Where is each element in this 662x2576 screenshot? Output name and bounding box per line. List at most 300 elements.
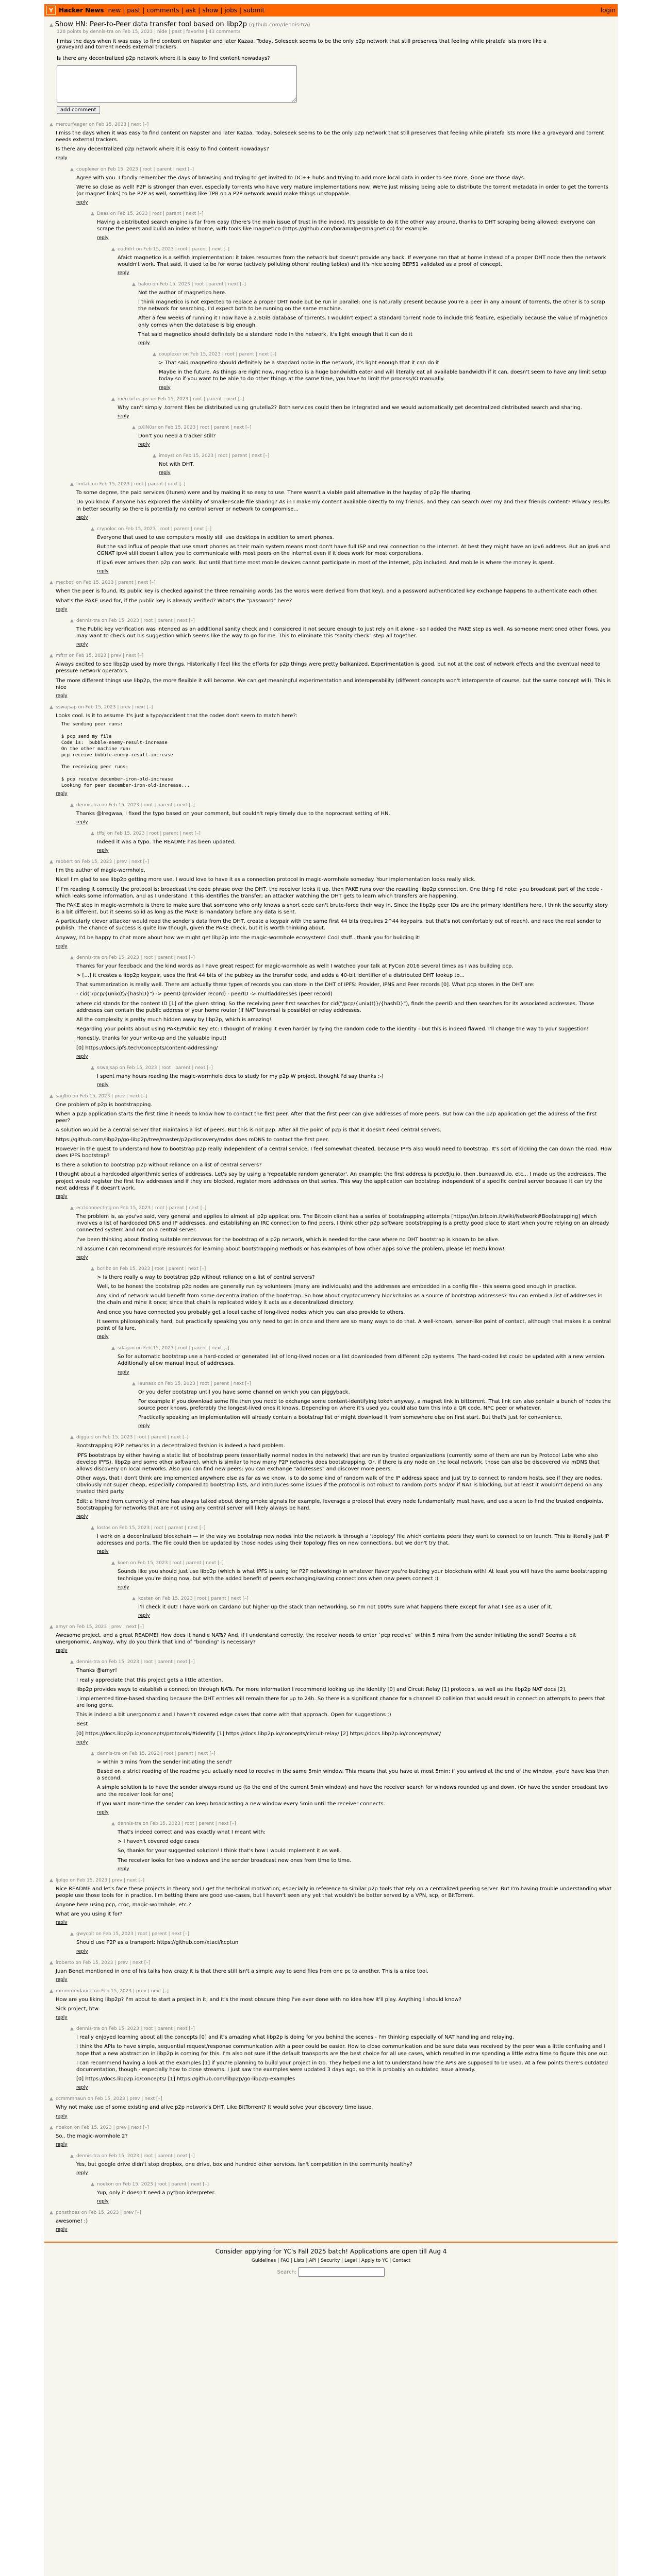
comment-paragraph: IPFS bootstraps by either having a static list of bootstrap peers (essentially normal nodes in the network) that are run by trusted organizations (currently some of them are run by Protocol Labs who also develop IPFS), libp2p and some other software), which is similar to how many P2P networks does bootstrapping. Or, if there is any node on the local network, those can also be discovered via mDNS that allows discovery on local networks. Also you can find new peers: you can exchange "addresses" and discover more peers. [76,1452,600,1472]
comment-nav-links[interactable]: | root | parent | next [–] [146,831,201,836]
comment-age[interactable]: on Feb 15, 2023 [89,122,127,127]
comment-user[interactable]: pXIN0sr [138,425,157,430]
comment-body [138,1381,613,1429]
comment-age[interactable]: on Feb 15, 2023 [78,704,116,710]
story-title[interactable]: Show HN: Peer-to-Peer data transfer tool based on libp2p [55,21,247,28]
reply-link[interactable]: reply [56,2142,68,2147]
nav-show[interactable]: show [202,7,219,14]
reply-link[interactable]: reply [76,819,88,825]
comment [153,453,613,476]
comment-nav-links[interactable]: | prev [–] [120,2210,141,2216]
comment-age[interactable]: on Feb 15, 2023 [151,396,189,402]
comment-text [76,2034,613,2082]
footer-links[interactable]: Guidelines | FAQ | Lists | API | Security | Legal | Apply to YC | Contact [251,2258,411,2264]
reply-link[interactable]: reply [118,1369,129,1375]
comment-user[interactable]: eccloonnecting [76,1205,112,1211]
reply-link[interactable]: reply [118,1866,129,1872]
comment-body [138,425,613,447]
reply-link[interactable]: reply [97,848,109,854]
nav-comments[interactable]: comments [146,7,179,14]
comment-paragraph: Regarding your points about using PAKE/Public Key etc: I thought of making it even harder by tying the random code to the identity - but this is indeed flawed. I'll change the way to your suggestion! [76,1026,589,1032]
comment-user[interactable]: iroberto [56,1960,74,1965]
comment [70,1206,613,1260]
upvote-icon[interactable]: ▲ [91,2181,94,2187]
nav-new[interactable]: new [108,7,121,14]
comment-paragraph: So.. the magic-wormhole 2? [56,2133,128,2139]
y-logo[interactable]: Y [46,6,56,15]
reply-link[interactable]: reply [76,1948,88,1954]
comment-age[interactable]: on Feb 15, 2023 [92,482,130,487]
comment-nav-links[interactable]: | root | parent | next [–] [196,1381,251,1386]
comment-user[interactable]: noekon [97,2181,114,2187]
comment-nav-links[interactable]: | root | parent | next [–] [215,453,270,459]
comment-text [97,534,613,567]
nav-submit[interactable]: submit [243,7,265,14]
comment-nav-links[interactable]: | parent | next [–] [115,580,156,586]
upvote-icon[interactable]: ▲ [70,166,74,172]
comment-age[interactable]: on Feb 15, 2023 [81,2210,119,2216]
comment-user[interactable]: mercurfeeger [56,122,88,127]
upvote-icon[interactable]: ▲ [153,352,156,357]
comment-nav-links[interactable]: | prev | next [–] [113,2125,149,2130]
comment-age[interactable]: on Feb 15, 2023 [119,1065,157,1071]
comment-text [56,1886,613,1918]
reply-link[interactable]: reply [138,341,150,346]
comment-body [138,282,613,346]
comment-nav-links[interactable]: | prev | next [–] [126,2096,162,2102]
reply-link[interactable]: reply [56,693,68,699]
comment-nav-links[interactable]: | root | parent | next [–] [181,1821,236,1826]
nav-past[interactable]: past [127,7,141,14]
site-name[interactable]: Hacker News [59,7,104,14]
reply-link[interactable]: reply [138,1613,150,1618]
upvote-icon[interactable]: ▲ [70,2026,74,2032]
upvote-icon[interactable]: ▲ [70,1205,74,1211]
upvote-icon[interactable]: ▲ [49,2096,53,2102]
comment-paragraph: One problem of p2p is bootstrapping. [56,1101,153,1108]
comment-nav-links[interactable]: | root | parent | next [–] [149,211,204,217]
comment-head [97,2182,613,2187]
comment-nav-links[interactable]: | root | parent | next [–] [140,955,195,960]
comment-age[interactable]: on Feb 15, 2023 [115,2181,153,2187]
comment-head [56,1624,613,1630]
comment [132,1381,613,1429]
upvote-icon[interactable]: ▲ [91,1065,94,1071]
comment-paragraph: That said magnetico should definitely be a standard node in the network, it's light enough that it can do it [138,331,413,337]
comment-text [118,255,613,268]
add-comment-button[interactable]: add comment [57,106,100,114]
reply-link[interactable]: reply [159,385,171,391]
upvote-icon[interactable]: ▲ [111,1346,115,1351]
comment-user[interactable]: dennis-tra [97,1751,121,1756]
comment-text [56,1632,613,1646]
comment-text [76,810,613,817]
comment-nav-links[interactable]: | root | parent | next [–] [161,1751,216,1756]
reply-link[interactable]: reply [76,1255,88,1260]
yc-banner[interactable]: Consider applying for YC's Fall 2025 batch! Applications are open till Aug 4 [215,2248,447,2256]
comment-nav-links[interactable]: | root | parent | next [–] [169,1561,224,1566]
comment-age[interactable]: on Feb 15, 2023 [110,211,148,217]
comment-nav-links[interactable]: | next [–] [128,122,149,127]
login-link[interactable]: login [600,7,616,14]
reply-link[interactable]: reply [76,515,88,520]
comment-nav-links[interactable]: | root | parent | next [–] [191,281,246,287]
comment-age[interactable]: on Feb 15, 2023 [72,1093,110,1099]
comment-nav-links[interactable]: | root | parent | next [–] [175,246,230,252]
comment-user[interactable]: noekon [56,2125,73,2130]
reply-link[interactable]: reply [159,470,171,476]
comment-user[interactable]: mercurfeeger [118,396,150,402]
reply-link[interactable]: reply [97,569,109,574]
comment-age[interactable]: on Feb 15, 2023 [101,802,139,808]
reply-link[interactable]: reply [56,1194,68,1199]
comment-age[interactable]: on Feb 15, 2023 [100,166,138,172]
comment-age[interactable]: on Feb 15, 2023 [136,1346,174,1351]
reply-link[interactable]: reply [56,791,68,796]
upvote-icon[interactable]: ▲ [153,453,156,459]
upvote-icon[interactable]: ▲ [70,1659,74,1665]
comment-user[interactable]: dennis-tra [76,955,100,960]
upvote-icon[interactable]: ▲ [49,653,53,659]
comment-user[interactable]: mecbotl [56,580,75,586]
comment-paragraph: I've been thinking about finding suitable rendezvous for the bootstrap of a p2p network, which is needed for the case where no DHT bootstrap is known to be alive. [76,1236,500,1243]
reply-link[interactable]: reply [56,1648,68,1654]
comment-nav-links[interactable]: | root | parent | next [–] [152,1205,207,1211]
comment-user[interactable]: ponsthoes [56,2210,80,2216]
comment-age[interactable]: on Feb 15, 2023 [76,580,114,586]
comment-user[interactable]: dennis-tra [118,1821,141,1826]
comment-user[interactable]: couplexer [159,352,182,357]
comment-nav-links[interactable]: | root | parent | next [–] [140,2026,195,2032]
reply-link[interactable]: reply [76,1514,88,1519]
comment-age[interactable]: on Feb 15, 2023 [113,1205,151,1211]
reply-link[interactable]: reply [56,943,68,949]
comment-user[interactable]: dennis-tra [76,2153,100,2159]
top-bar [44,4,618,16]
comment-user[interactable]: sdaguo [118,1346,135,1351]
comment [91,2182,613,2204]
upvote-icon[interactable]: ▲ [91,1526,94,1531]
comment-nav-links[interactable]: | root | parent | next [–] [140,2153,195,2159]
upvote-icon[interactable]: ▲ [49,580,53,586]
comment-user[interactable]: diggars [76,1435,94,1440]
comment-user[interactable]: gwycolt [76,1931,94,1937]
reply-link[interactable]: reply [118,270,129,276]
upvote-icon[interactable]: ▲ [49,1093,53,1099]
reply-link[interactable]: reply [97,1082,109,1088]
comment-user[interactable]: dennis-tra [76,618,100,623]
comment-paragraph: Based on a strict reading of the readme you actually need to receive in the same 5min window. This means that you have at most 5min: if you arrived at the end of the window, you'd have less than a second. [97,1769,609,1782]
comment-paragraph: Practically speaking an implementation will already contain a bootstrap list or might download it from somewhere else on first start. But that's just for convenience. [138,1415,562,1421]
comment-paragraph: I really enjoyed learning about all the concepts [0] and it's amazing what libp2p is doing for you behind the scenes - I'm thinking especially of NAT handling and relaying. [76,2035,515,2041]
comment-age[interactable]: on Feb 15, 2023 [158,425,196,430]
comment [49,1960,613,1982]
comment-user[interactable]: tffsj [97,831,106,836]
comment-user[interactable]: dennis-tra [76,802,100,808]
comment-paragraph: What's the PAKE used for, if the public key is already verified? What's the "password" here? [56,598,292,604]
upvote-icon[interactable]: ▲ [49,122,53,127]
comment-text [76,2161,613,2168]
comment-age[interactable]: on Feb 15, 2023 [74,859,112,865]
comment-nav-links[interactable]: | prev | next [–] [117,704,153,710]
reply-link[interactable]: reply [76,642,88,648]
comment [132,425,613,447]
comment-body [56,1960,613,1982]
comment-user[interactable]: imoyst [159,453,175,459]
reply-link[interactable]: reply [76,2085,88,2091]
reply-link[interactable]: reply [76,200,88,206]
upvote-icon[interactable]: ▲ [70,955,74,960]
upvote-icon[interactable]: ▲ [49,1877,53,1883]
comment-age[interactable]: on Feb 15, 2023 [95,1931,134,1937]
upvote-icon[interactable]: ▲ [49,23,53,28]
comment-age[interactable]: on Feb 15, 2023 [101,1659,139,1665]
comment-nav-links[interactable]: | root | parent | next [–] [140,802,195,808]
comment-nav-links[interactable]: | prev | next [–] [108,653,144,659]
comment [70,803,613,825]
comment-age[interactable]: on Feb 15, 2023 [74,2125,112,2130]
comment [49,1094,613,1199]
upvote-icon[interactable]: ▲ [49,1988,53,1994]
comment-user[interactable]: saglbo [56,1093,71,1099]
comment-paragraph: > Is there really a way to bootstrap p2p without reliance on a list of central servers? [97,1274,315,1280]
comment-nav-links[interactable]: | prev | next [–] [109,1877,145,1883]
comment-paragraph: Best [76,1721,88,1727]
comment-user[interactable]: bcrlbz [97,1266,111,1272]
comment-age[interactable]: on Feb 15, 2023 [142,1821,180,1826]
reply-link[interactable]: reply [97,1809,109,1815]
comment-nav-links[interactable]: | root | parent | next [–] [134,1435,189,1440]
comment-paragraph: Nice README and let's face these projects in theory and I get the technical motivation; especially in reference to similar p2p tools that rely on a centralized peering server. But I'm having trouble understanding what people use those tools for in practice. I'm betting there are good use-cases, but I haven't seen any yet that wouldn't be better served by a VPN, scp, or BitTorrent. [56,1886,611,1899]
nav-jobs[interactable]: jobs [224,7,237,14]
comment-user[interactable]: ljplqo [56,1877,69,1883]
comment-user[interactable]: lostos [97,1526,111,1531]
comment [132,282,613,346]
comment-user[interactable]: ccmmmhaun [56,2096,86,2102]
reply-link[interactable]: reply [97,2199,109,2205]
comment-nav-links[interactable]: | root | parent | next [–] [154,2181,209,2187]
reply-link[interactable]: reply [97,1334,109,1340]
comment-body [97,1751,613,1815]
comment-paragraph: Afaict magnetico is a selfish implementation: it takes resources from the network but doesn't provide any back. If everyone ran that at home instead of a proper DHT node then the network wouldn't work. That said, it used to be for worse (actively polluting others' routing tables) and it's nice seeing BEP51 validated as a proof of concept. [118,255,606,267]
comment-user[interactable]: sswajsap [97,1065,118,1071]
comment-age[interactable]: on Feb 15, 2023 [136,246,174,252]
comment [91,831,613,853]
comment-nav-links[interactable]: | root | parent | next [–] [139,166,194,172]
comment-age[interactable]: on Feb 15, 2023 [101,955,139,960]
comment-nav-links[interactable]: | root | parent | next [–] [151,1526,206,1531]
comment-nav-links[interactable]: | prev | next [–] [114,1960,151,1965]
comment-paragraph: Always excited to see libp2p used by more things. Historically I feel like the efforts for p2p things were pretty balkanized. Experimentation is good, but not at the cost of network effects and the eventual need to pressure network operators. [56,662,601,674]
comment-age[interactable]: on Feb 15, 2023 [176,453,214,459]
reply-link[interactable]: reply [56,2227,68,2233]
upvote-icon[interactable]: ▲ [70,618,74,623]
reply-link[interactable]: reply [76,1054,88,1059]
comment-body [97,1065,613,1088]
upvote-icon[interactable]: ▲ [70,2153,74,2159]
comment-age[interactable]: on Feb 15, 2023 [130,1561,168,1566]
comment-body [76,1931,613,1954]
comment-user[interactable]: mmmmmdance [56,1988,93,1994]
reply-link[interactable]: reply [56,606,68,612]
comment-user[interactable]: dennis-tra [76,1659,100,1665]
comment-paragraph: Nice! I'm glad to see libp2p getting more use. I would love to have it as a connection protocol in magic-wormhole someday. Your implementation looks really slick. [56,877,476,883]
upvote-icon[interactable]: ▲ [91,211,94,217]
comment-nav-links[interactable]: | root | parent | next [–] [135,1931,189,1937]
comment-nav-links[interactable]: | prev | next [–] [133,1988,169,1994]
comment-paragraph: That summarization is really well. There are actually three types of records you can store in the DHT of IPFS: Provider, IPNS and Peer records [0]. What pcp stores in the DHT are: [76,982,535,988]
comment-age[interactable]: on Feb 15, 2023 [95,1435,133,1440]
comment-body [56,859,613,949]
comment-nav-links[interactable]: | root | parent | next [–] [140,1659,195,1665]
comment-age[interactable]: on Feb 15, 2023 [118,526,156,532]
comment-age[interactable]: on Feb 15, 2023 [183,352,221,357]
comment-nav-links[interactable]: | prev | next [–] [113,859,150,865]
comment-user[interactable]: rabbert [56,859,73,865]
search-input[interactable] [298,2267,385,2277]
comment-user[interactable]: koen [118,1561,129,1566]
comment-age[interactable]: on Feb 15, 2023 [101,2026,139,2032]
story-domain[interactable]: (github.com/dennis-tra) [249,22,310,28]
comment-paragraph: Not the author of magnetico here. [138,290,227,296]
comment-nav-links[interactable]: | prev | next [–] [111,1093,147,1099]
comment-user[interactable]: limlab [76,482,91,487]
reply-link[interactable]: reply [97,235,109,241]
comment-age[interactable]: on Feb 15, 2023 [122,1751,160,1756]
comment [49,2210,613,2232]
comment-nav-links[interactable]: | root | parent | next [–] [140,618,195,623]
upvote-icon[interactable]: ▲ [132,425,136,430]
comment-age[interactable]: on Feb 15, 2023 [157,1381,195,1386]
comment-nav-links[interactable]: | root | parent | next [–] [190,396,244,402]
comment-age[interactable]: on Feb 15, 2023 [94,1988,132,1994]
comment-paragraph: Sick project, btw. [56,2006,100,2012]
comment-user[interactable]: kosten [138,1596,154,1601]
reply-link[interactable]: reply [56,155,68,161]
reply-link[interactable]: reply [56,1977,68,1982]
reply-link[interactable]: reply [138,442,150,447]
comment-nav-links[interactable]: | root | parent | next [–] [222,352,277,357]
reply-link[interactable]: reply [118,1584,129,1590]
comment-user[interactable]: baloo [138,281,151,287]
comment-age[interactable]: on Feb 15, 2023 [75,1960,113,1965]
comment-paragraph: The more different things use libp2p, the more flexible it will become. We can get meaningful experimentation and interoperability (different concepts won't interoperate of course, but the same concept will). This is nice [56,677,611,690]
upvote-icon[interactable]: ▲ [70,1931,74,1937]
comment-age[interactable]: on Feb 15, 2023 [112,1266,151,1272]
story-subtext: 128 points by dennis-tra on Feb 15, 2023 | hide | past | favorite | 43 comments [57,29,241,35]
comment-paragraph: https://github.com/libp2p/go-libp2p/tree/master/p2p/discovery/mdns does mDNS to contact the first peer. [56,1137,329,1143]
reply-link[interactable]: reply [118,413,129,419]
comment-user[interactable]: eudhfrt [118,246,135,252]
comment-nav-links[interactable]: | root | parent | next [–] [194,1596,249,1601]
comment-nav-links[interactable]: | prev | next [–] [108,1624,144,1630]
comment-nav-links[interactable]: | root | parent | next [–] [158,1065,213,1071]
reply-link[interactable]: reply [97,1549,109,1555]
comment-nav-links[interactable]: | root | parent | next [–] [175,1346,229,1351]
comment-user[interactable]: amyr [56,1624,68,1630]
upvote-icon[interactable]: ▲ [132,1381,136,1386]
comment-paragraph: I thought about a hardcoded algorithmic series of addresses. Let's say by using a 'repeatable random generator'. An example: the first address is pcdo5ju.io, then .bunaaxvdl.io, etc... I made up the addresses. The project would register the first few addresses and if they are blocked, register more addresses on that series. This way the application can bootstrap independent of a specific central server because it can try the next address if it doesn't work. [56,1172,606,1191]
reply-link[interactable]: reply [138,1423,150,1429]
comment-age[interactable]: on Feb 15, 2023 [87,2096,125,2102]
comment-age[interactable]: on Feb 15, 2023 [101,618,139,623]
comment-user[interactable]: couplexer [76,166,100,172]
upvote-icon[interactable]: ▲ [49,1960,53,1965]
comment-text [118,1353,613,1367]
comment-body [76,1206,613,1260]
upvote-icon[interactable]: ▲ [49,2210,53,2216]
upvote-icon[interactable]: ▲ [49,859,53,865]
comment [91,527,613,574]
footer-search [44,2267,618,2277]
upvote-icon[interactable]: ▲ [91,526,94,532]
reply-link[interactable]: reply [56,2113,68,2119]
comment-age[interactable]: on Feb 15, 2023 [112,1526,150,1531]
comment-code: The sending peer runs: $ pcp send my file Code is: bubble-enemy-result-increase On the other machine run: pcp receive bubble-enemy-result-increase The receiving peer runs: $ pcp receive december-iron-old-increase Looking for peer december-iron-old-increase... [61,722,190,788]
comment-age[interactable]: on Feb 15, 2023 [152,281,190,287]
comment-nav-links[interactable]: | root | parent | next [–] [157,526,212,532]
comment-user[interactable]: crypoloc [97,526,117,532]
upvote-icon[interactable]: ▲ [91,1751,94,1756]
comment-paragraph: After a few weeks of running it I now have a 2.6GiB database of torrents. I wouldn't expect a standard torrent node to include this feature, especially because the value of magnetico only comes when the database is big enough. [138,315,608,328]
upvote-icon[interactable]: ▲ [49,704,53,710]
upvote-icon[interactable]: ▲ [70,802,74,808]
comment-nav-links[interactable]: | root | parent | next [–] [197,425,252,430]
comment-age[interactable]: on Feb 15, 2023 [101,2153,139,2159]
comment-age[interactable]: on Feb 15, 2023 [107,831,145,836]
comment-user[interactable]: Daas [97,211,109,217]
upvote-icon[interactable]: ▲ [111,396,115,402]
reply-link[interactable]: reply [76,1739,88,1745]
upvote-icon[interactable]: ▲ [91,831,94,836]
reply-link[interactable]: reply [56,2015,68,2021]
comment-user[interactable]: mftrr [56,653,68,659]
comment-nav-links[interactable]: | root | parent | next [–] [131,482,186,487]
comment-nav-links[interactable]: | root | parent | next [–] [152,1266,206,1272]
upvote-icon[interactable]: ▲ [70,482,74,487]
comment-body [56,1989,613,2020]
upvote-icon[interactable]: ▲ [91,1266,94,1272]
comment-age[interactable]: on Feb 15, 2023 [70,1877,108,1883]
reply-link[interactable]: reply [56,1920,68,1926]
comment-paragraph: A solution would be a central server that maintains a list of peers. But this is not p2p. After all the point of p2p is that it doesn't need central servers. [56,1127,442,1133]
reply-link[interactable]: reply [76,2170,88,2176]
comment-textarea[interactable] [57,65,297,103]
upvote-icon[interactable]: ▲ [111,1821,115,1826]
comment-body [97,211,613,240]
comment-head [56,580,613,585]
upvote-icon[interactable]: ▲ [70,1435,74,1440]
comment-body [56,2210,613,2232]
comment-user[interactable]: dennis-tra [76,2026,100,2032]
upvote-icon[interactable]: ▲ [111,246,115,252]
comment-user[interactable]: sswajsap [56,704,77,710]
comment-paragraph: Is there a solution to bootstrap p2p without reliance on a list of central servers? [56,1162,262,1168]
upvote-icon[interactable]: ▲ [132,1596,136,1601]
comment-age[interactable]: on Feb 15, 2023 [69,653,107,659]
comment-age[interactable]: on Feb 15, 2023 [155,1596,193,1601]
comment [111,397,613,419]
comment-text [56,661,613,691]
comment-paragraph: Anyone here using pcp, croc, magic-wormhole, etc.? [56,1902,191,1908]
upvote-icon[interactable]: ▲ [49,2125,53,2130]
upvote-icon[interactable]: ▲ [111,1561,115,1566]
comment-user[interactable]: iaunasx [138,1381,156,1386]
nav-ask[interactable]: ask [185,7,196,14]
comment-age[interactable]: on Feb 15, 2023 [69,1624,107,1630]
upvote-icon[interactable]: ▲ [49,1624,53,1630]
upvote-icon[interactable]: ▲ [132,281,136,287]
